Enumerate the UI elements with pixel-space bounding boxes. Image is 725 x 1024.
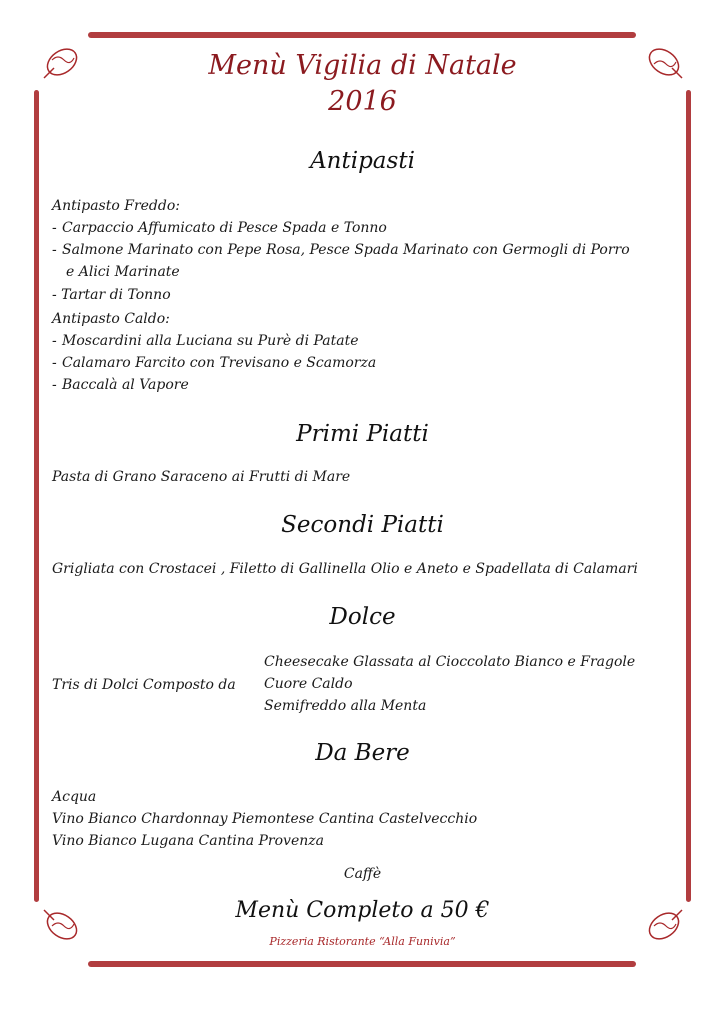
section-heading-dolce: Dolce — [329, 604, 396, 630]
dolce-item: Cuore Caldo — [264, 676, 353, 692]
border-left — [34, 90, 39, 902]
list-item: - Baccalà al Vapore — [52, 377, 189, 393]
list-item-continuation: e Alici Marinate — [66, 264, 180, 280]
section-heading-secondi: Secondi Piatti — [281, 512, 444, 538]
menu-price: Menù Completo a 50 € — [235, 898, 490, 923]
list-item: - Moscardini alla Luciana su Purè di Patate — [52, 333, 359, 349]
list-item: - Calamaro Farcito con Trevisano e Scamorza — [52, 355, 377, 371]
section-heading-primi: Primi Piatti — [296, 421, 429, 447]
antipasto-freddo-label: Antipasto Freddo: — [52, 198, 180, 214]
primi-item: Pasta di Grano Saraceno ai Frutti di Mare — [52, 469, 351, 485]
dolce-item: Semifreddo alla Menta — [264, 698, 427, 714]
secondi-item: Grigliata con Crostacei , Filetto di Gallinella Olio e Aneto e Spadellata di Calamari — [52, 561, 638, 577]
drink-item: Vino Bianco Lugana Cantina Provenza — [52, 833, 324, 849]
menu-title: Menù Vigilia di Natale — [208, 50, 517, 81]
section-heading-bere: Da Bere — [315, 740, 410, 766]
section-heading-antipasti: Antipasti — [310, 148, 415, 174]
list-item: - Salmone Marinato con Pepe Rosa, Pesce Spada Marinato con Germogli di Porro — [52, 242, 630, 258]
dolce-label: Tris di Dolci Composto da — [52, 677, 236, 693]
menu-year: 2016 — [328, 86, 397, 117]
drink-item: Vino Bianco Chardonnay Piemontese Cantina Castelvecchio — [52, 811, 478, 827]
restaurant-name: Pizzeria Ristorante “Alla Funivia” — [269, 935, 456, 948]
antipasto-caldo-label: Antipasto Caldo: — [52, 311, 170, 327]
dolce-item: Cheesecake Glassata al Cioccolato Bianco e Fragole — [264, 654, 636, 670]
border-right — [686, 90, 691, 902]
border-top — [88, 32, 636, 38]
border-bottom — [88, 961, 636, 967]
drink-item: Acqua — [52, 789, 97, 805]
list-item: - Carpaccio Affumicato di Pesce Spada e Tonno — [52, 220, 387, 236]
list-item: - Tartar di Tonno — [52, 287, 171, 303]
caffe-item: Caffè — [343, 866, 382, 882]
